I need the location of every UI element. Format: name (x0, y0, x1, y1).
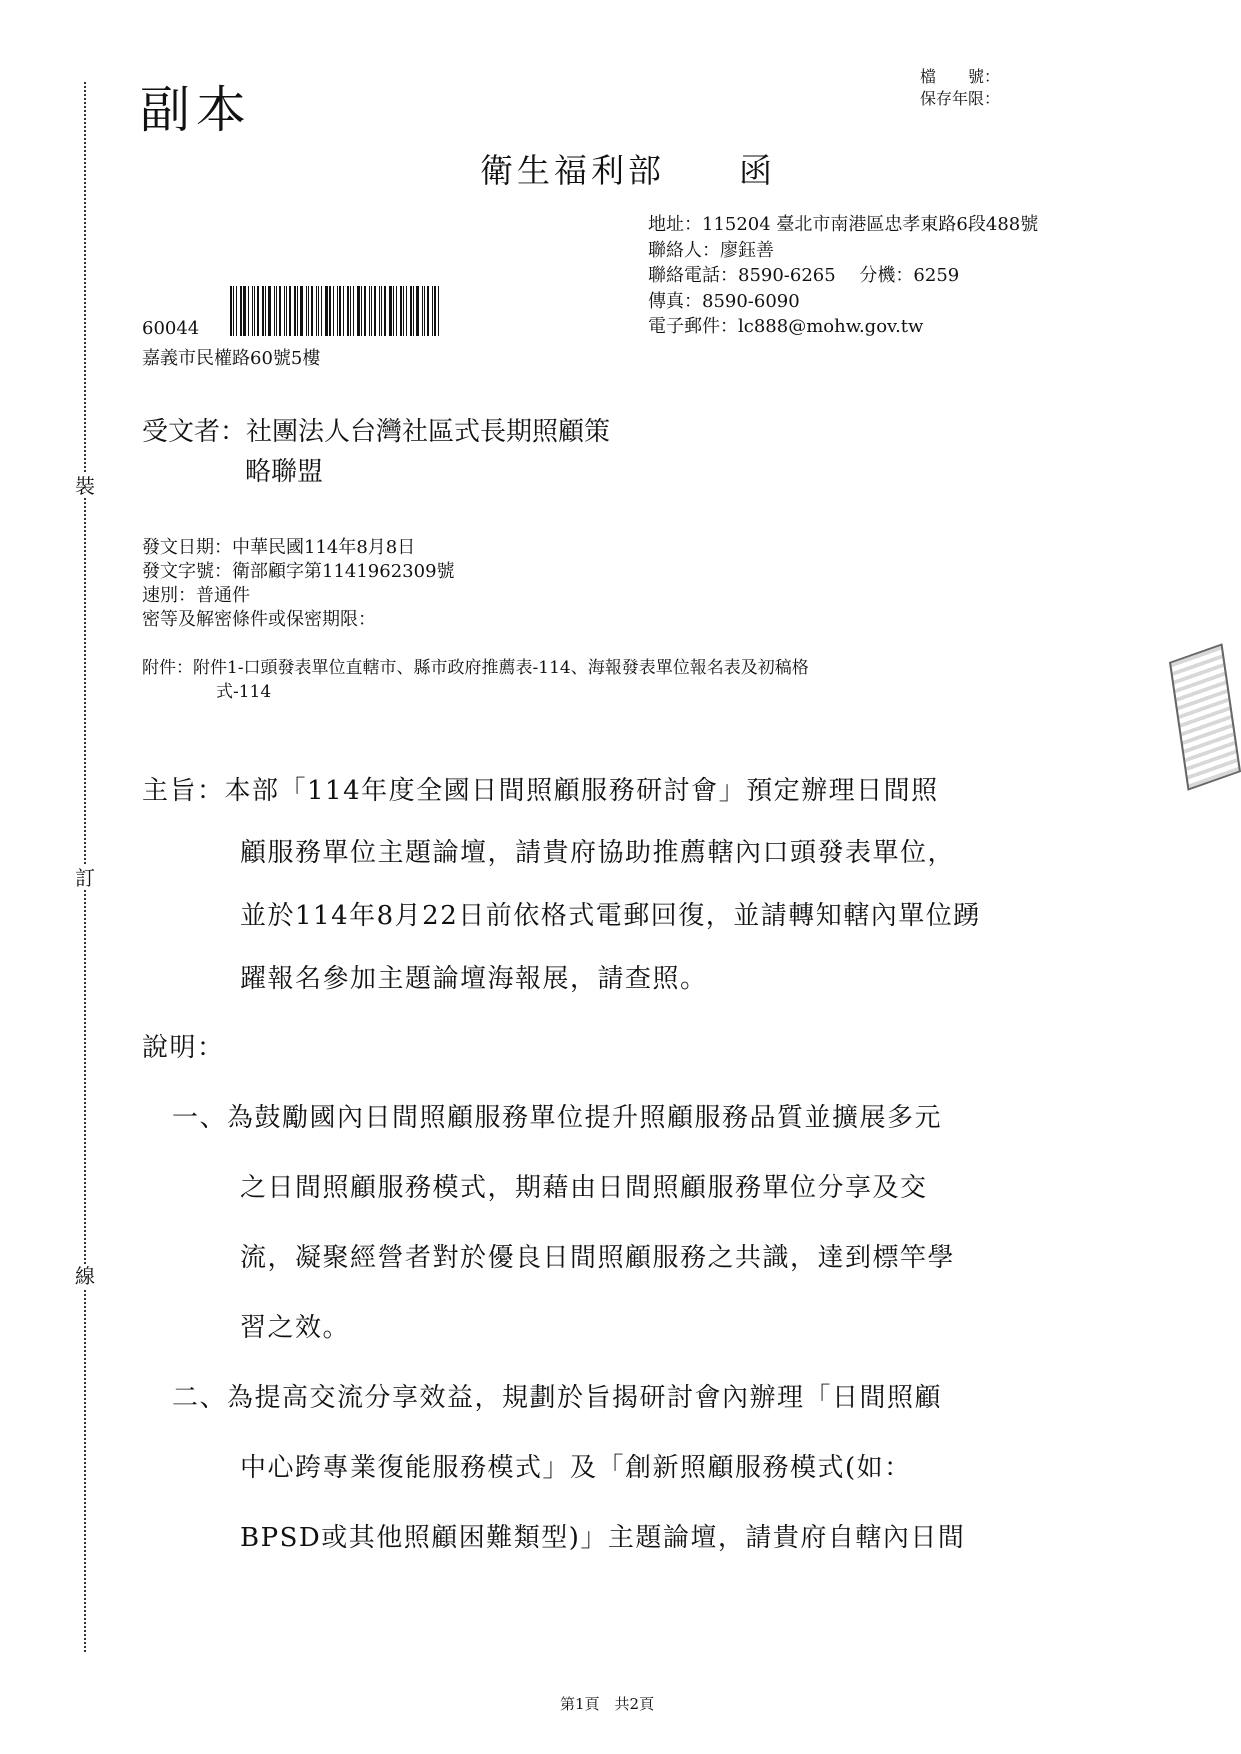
barcode-bar (384, 286, 386, 336)
barcode-bar (252, 286, 253, 336)
barcode-bar (379, 286, 380, 336)
barcode-bar (306, 286, 307, 336)
page-info: 第1頁 共2頁 (560, 1695, 655, 1713)
contact-email: 電子郵件：lc888@mohw.gov.tw (648, 316, 924, 337)
explanation-item-2-line-3: BPSD或其他照顧困難類型)」主題論壇，請貴府自轄內日間 (240, 1523, 966, 1553)
barcode-bar (294, 286, 296, 336)
barcode-bar (297, 286, 298, 336)
barcode-bar (374, 286, 376, 336)
attachments-line-1: 附件：附件1-口頭發表單位直轄市、縣市政府推薦表-114、海報發表單位報名表及初稿格 (142, 658, 809, 678)
barcode-bar (279, 286, 281, 336)
barcode-bar (432, 286, 433, 336)
doc-number: 發文字號：衛部顧字第1141962309號 (142, 561, 455, 582)
barcode-bar (318, 286, 319, 336)
explanation-item-1-line-3: 流，凝聚經營者對於優良日間照顧服務之共識，達到標竿學 (240, 1243, 956, 1273)
barcode-bar (434, 286, 436, 336)
barcode-bar (427, 286, 429, 336)
barcode-bar (381, 286, 382, 336)
barcode-bar (438, 286, 439, 336)
barcode-bar (403, 286, 404, 336)
explanation-item-2-line-2: 中心跨專業復能服務模式」及「創新照顧服務模式(如： (240, 1453, 912, 1483)
barcode-bar (343, 286, 344, 336)
contact-fax: 傳真：8590-6090 (648, 290, 800, 312)
binding-mark-bottom: 線 (72, 1264, 98, 1288)
barcode-bar (274, 286, 275, 336)
barcode-bar (289, 286, 291, 336)
barcode-bar (410, 286, 412, 336)
barcode-bar (369, 286, 370, 336)
issue-date: 發文日期：中華民國114年8月8日 (142, 537, 416, 558)
barcode-bar (236, 286, 237, 336)
barcode (230, 286, 520, 336)
priority: 速別：普通件 (142, 585, 250, 606)
barcode-bar (276, 286, 277, 336)
barcode-bar (316, 286, 317, 336)
barcode-bar (286, 286, 287, 336)
barcode-bar (262, 286, 264, 336)
barcode-bar (300, 286, 303, 336)
retention-label: 保存年限： (920, 89, 1001, 108)
contact-phone: 聯絡電話：8590-6265 分機：6259 (648, 265, 960, 286)
barcode-bar (337, 286, 338, 336)
subject-line-4: 躍報名參加主題論壇海報展，請查照。 (240, 964, 708, 994)
recipient-line-2: 略聯盟 (245, 457, 324, 487)
barcode-bar (230, 286, 232, 336)
file-meta (920, 66, 1000, 110)
barcode-bar (371, 286, 372, 336)
explanation-item-1-line-1: 一、為鼓勵國內日間照顧服務單位提升照顧服務品質並擴展多元 (172, 1103, 943, 1133)
binding-mark-middle: 訂 (72, 866, 98, 890)
barcode-bar (321, 286, 322, 336)
barcode-bar (240, 286, 242, 336)
copy-mark: 副本 (140, 81, 252, 139)
agency-title: 衛生福利部 函 (480, 151, 776, 190)
barcode-bar (268, 286, 271, 336)
barcode-bar (308, 286, 309, 336)
explanation-item-1-line-4: 習之效。 (240, 1313, 351, 1343)
contact-person: 聯絡人：廖鈺善 (648, 239, 774, 261)
explanation-item-2-line-1: 二、為提高交流分享效益，規劃於旨揭研討會內辦理「日間照顧 (172, 1383, 943, 1413)
explanation-label: 說明： (142, 1033, 225, 1063)
barcode-bar (254, 286, 255, 336)
recipient (142, 412, 610, 492)
contact-address: 地址：115204 臺北市南港區忠孝東路6段488號 (648, 214, 1039, 235)
attachments-line-2: 式-114 (216, 682, 272, 702)
barcode-bar (243, 286, 246, 336)
barcode-bar (389, 286, 392, 336)
barcode-bar (350, 286, 351, 336)
recipient-line-1: 受文者：社團法人台灣社區式長期照顧策 (142, 417, 611, 447)
barcode-bar (413, 286, 414, 336)
recipient-address: 嘉義市民權路60號5樓 (142, 348, 321, 369)
subject-line-3: 並於114年8月22日前依格式電郵回復，並請轉知轄內單位踴 (240, 901, 981, 931)
barcode-bar (333, 286, 334, 336)
barcode-bar (424, 286, 425, 336)
barcode-bar (364, 286, 366, 336)
barcode-bar (325, 286, 328, 336)
barcode-bar (339, 286, 341, 336)
attachments (142, 656, 1142, 704)
barcode-bar (353, 286, 354, 336)
barcode-bar (347, 286, 349, 336)
barcode-bar (233, 286, 234, 336)
received-stamp (1169, 643, 1241, 791)
barcode-bar (284, 286, 285, 336)
barcode-bar (248, 286, 249, 336)
barcode-bar (357, 286, 360, 336)
barcode-bar (361, 286, 362, 336)
subject-line-2: 顧服務單位主題論壇，請貴府協助推薦轄內口頭發表單位， (240, 838, 956, 868)
recipient-zip: 60044 (142, 318, 200, 339)
barcode-bar (406, 286, 407, 336)
barcode-bar (400, 286, 402, 336)
barcode-bar (257, 286, 259, 336)
barcode-bar (393, 286, 394, 336)
explanation-item-1-line-2: 之日間照顧服務模式，期藉由日間照顧服務單位分享及交 (240, 1173, 928, 1203)
document-meta (142, 536, 455, 632)
binding-mark-top: 裝 (72, 474, 98, 498)
barcode-bar (311, 286, 313, 336)
barcode-bar (396, 286, 397, 336)
subject-line-1: 主旨：本部「114年度全國日間照顧服務研討會」預定辦理日間照 (142, 776, 939, 806)
barcode-bar (329, 286, 331, 336)
barcode-bar (416, 286, 419, 336)
barcode-bar (265, 286, 266, 336)
file-number-label: 檔 號： (920, 67, 1001, 86)
barcode-bar (422, 286, 423, 336)
confidentiality: 密等及解密條件或保密期限： (142, 609, 376, 630)
contact-block (648, 212, 1038, 340)
